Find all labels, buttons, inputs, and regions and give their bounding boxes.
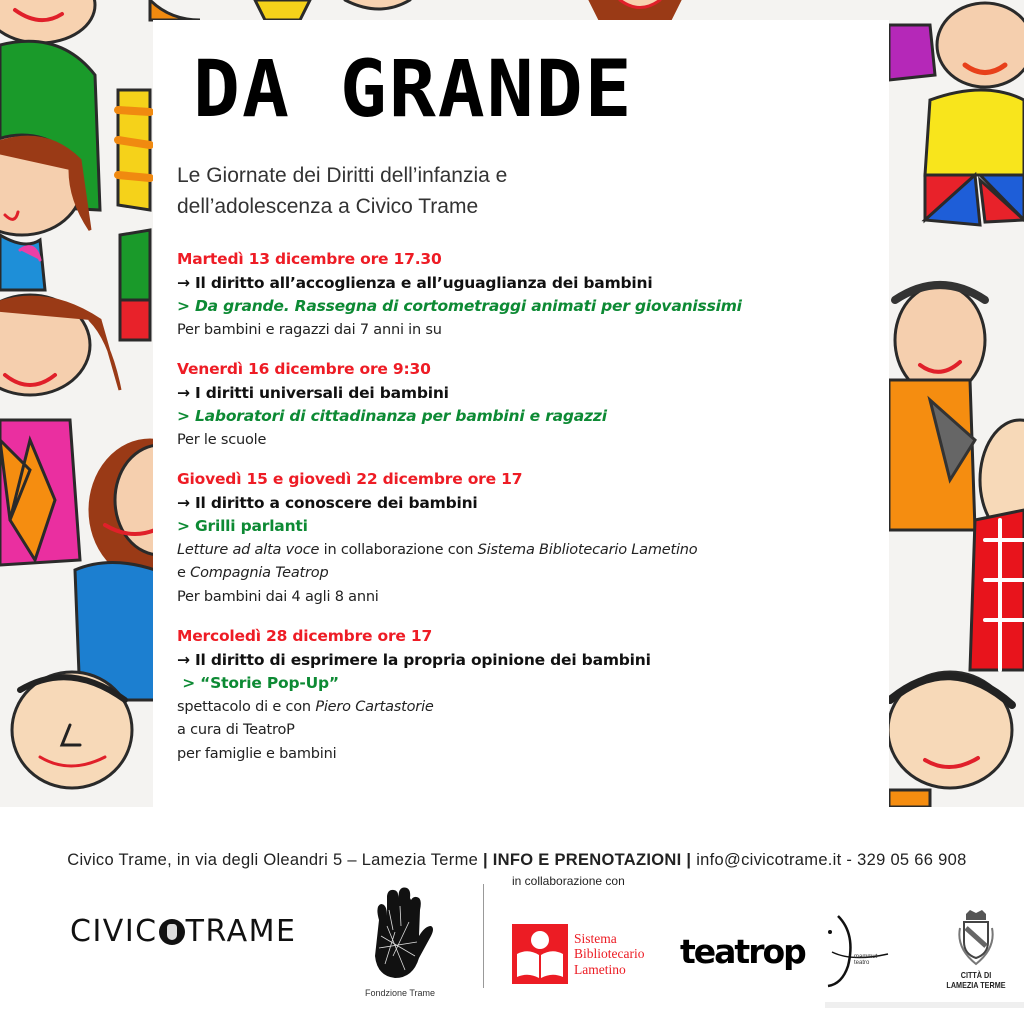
event-item — [177, 625, 877, 766]
event-activity: > Grilli parlanti — [177, 517, 308, 535]
note-plain: spettacolo di e con — [177, 698, 316, 715]
separator: | — [482, 851, 488, 869]
event-audience: Per bambini e ragazzi dai 7 anni in su — [177, 321, 442, 338]
event-right-title: → Il diritto all’accoglienza e all’uguaglianza dei bambini — [177, 273, 653, 292]
event-description — [177, 539, 877, 563]
event-right-title: → I diritti universali dei bambini — [177, 383, 449, 402]
note-italic: Letture ad alta voce — [177, 541, 320, 558]
phone-separator: - — [841, 851, 858, 869]
sbl-line: Lametino — [574, 961, 626, 977]
mammut-line: teatro — [854, 960, 870, 966]
subtitle-line-2: dell’adolescenza a Civico Trame — [177, 195, 479, 218]
event-list — [177, 248, 877, 782]
event-description — [177, 562, 877, 586]
collaboration-label: in collaborazione con — [512, 874, 625, 888]
venue-address: Civico Trame, in via degli Oleandri 5 – Lamezia Terme — [67, 851, 483, 869]
mammut-line: mammut — [854, 954, 878, 960]
lamezia-line: CITTÀ DI — [960, 970, 992, 980]
event-date: Venerdì 16 dicembre ore 9:30 — [177, 360, 431, 378]
contact-email[interactable]: info@civicotrame.it — [691, 851, 842, 869]
event-activity: > Da grande. Rassegna di cortometraggi animati per giovanissimi — [177, 297, 742, 315]
partner-logos — [0, 870, 1024, 1024]
note-plain: e — [177, 565, 191, 581]
event-item — [177, 248, 877, 342]
poster-subtitle — [177, 160, 597, 222]
logo-text: TRAME — [185, 914, 297, 949]
fondazione-trame-logo — [360, 886, 440, 998]
logo-text: CIVIC — [70, 914, 158, 949]
event-date: Giovedì 15 e giovedì 22 dicembre ore 17 — [177, 470, 523, 488]
event-audience: Per bambini dai 4 agli 8 anni — [177, 588, 379, 605]
poster-title: DA GRANDE — [193, 45, 634, 135]
municipal-crest-icon — [956, 908, 996, 966]
event-item — [177, 468, 877, 609]
contact-phone[interactable]: 329 05 66 908 — [857, 851, 967, 869]
sbl-line: Bibliotecario — [574, 946, 645, 962]
event-audience: per famiglie e bambini — [177, 745, 337, 762]
citta-lamezia-terme-logo — [936, 908, 1016, 990]
event-right-title: → Il diritto a conoscere dei bambini — [177, 493, 478, 512]
hand-icon — [365, 886, 435, 982]
sistema-bibliotecario-logo — [512, 924, 644, 984]
event-right-title: → Il diritto di esprimere la propria opinione dei bambini — [177, 650, 651, 669]
event-item — [177, 358, 877, 452]
sbl-line: Sistema — [574, 930, 617, 946]
civico-trame-logo — [70, 914, 296, 949]
note-italic: Piero Cartastorie — [315, 698, 434, 715]
book-icon — [512, 924, 568, 984]
note-italic: Compagnia Teatrop — [190, 565, 329, 581]
event-activity: > Laboratori di cittadinanza per bambini e ragazzi — [177, 407, 607, 425]
lamezia-line: LAMEZIA TERME — [946, 980, 1006, 990]
note-plain: in collaborazione con — [319, 541, 478, 558]
mammut-teatro-logo — [822, 914, 892, 990]
note-italic: Sistema Bibliotecario Lametino — [477, 541, 698, 558]
mammut-symbol-icon — [822, 914, 892, 990]
event-curator: a cura di TeatroP — [177, 722, 295, 738]
logo-divider — [483, 884, 484, 988]
event-activity: > “Storie Pop-Up” — [177, 674, 339, 692]
event-date: Mercoledì 28 dicembre ore 17 — [177, 627, 433, 645]
event-description — [177, 696, 877, 720]
info-label: INFO E PRENOTAZIONI — [487, 851, 687, 869]
event-date: Martedì 13 dicembre ore 17.30 — [177, 250, 442, 268]
event-card — [153, 20, 889, 807]
fondazione-caption: Fondzione Trame — [364, 988, 436, 998]
event-audience: Per le scuole — [177, 431, 267, 448]
separator: | — [686, 851, 692, 869]
hand-icon — [159, 919, 185, 945]
subtitle-line-1: Le Giornate dei Diritti dell’infanzia e — [177, 164, 508, 187]
teatrop-logo: teatrop — [680, 932, 805, 971]
logo-strip — [825, 1002, 1024, 1008]
contact-line — [0, 832, 1024, 870]
